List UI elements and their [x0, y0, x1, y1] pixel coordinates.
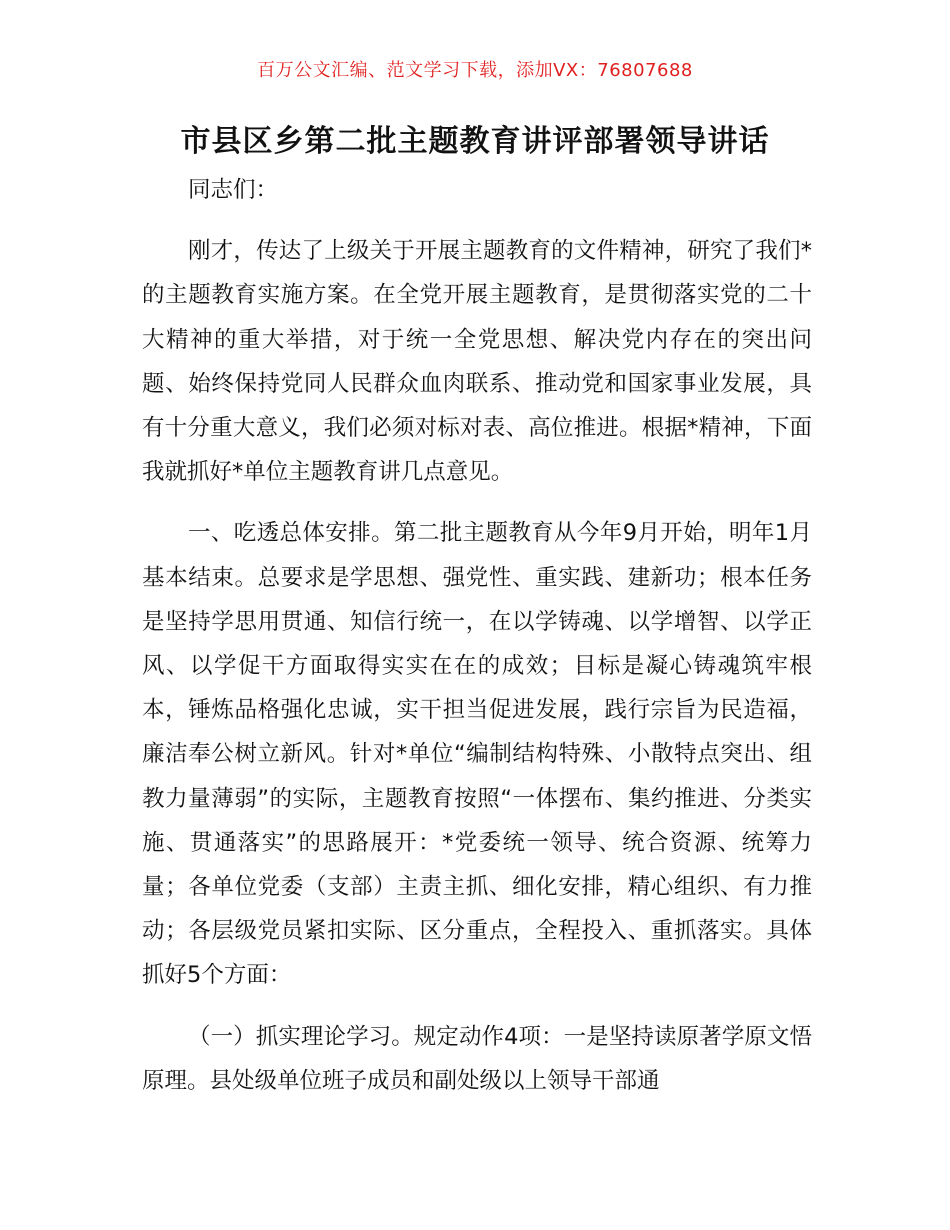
document-title: 市县区乡第二批主题教育讲评部署领导讲话	[180, 124, 770, 159]
promo-header-text: 百万公文汇编、范文学习下载，添加VX：76807688	[257, 60, 693, 81]
paragraph-intro: 刚才，传达了上级关于开展主题教育的文件精神，研究了我们*的主题教育实施方案。在全党开展主题教育，是贯彻落实党的二十大精神的重大举措，对于统一全党思想、解决党内存在的突出问题、始终保持党同人民群众血肉联系、推动党和国家事业发展，具有十分重大意义，我们必须对标对表、高位推进。根据*精神，下面我就抓好*单位主题教育讲几点意见。	[142, 238, 812, 486]
paragraph-section-one: 一、吃透总体安排。第二批主题教育从今年9月开始，明年1月基本结束。总要求是学思想、强党性、重实践、建新功；根本任务是坚持学思用贯通、知信行统一，在以学铸魂、以学增智、以学正风、以学促干方面取得实实在在的成效；目标是凝心铸魂筑牢根本，锤炼品格强化忠诚，实干担当促进发展，践行宗旨为民造福，廉洁奉公树立新风。针对*单位“编制结构特殊、小散特点突出、组教力量薄弱”的实际，主题教育按照“一体摆布、集约推进、分类实施、贯通落实”的思路展开：*党委统一领导、统合资源、统筹力量；各单位党委（支部）主责主抓、细化安排，精心组织、有力推动；各层级党员紧扣实际、区分重点，全程投入、重抓落实。具体抓好5个方面：	[142, 520, 812, 989]
document-body	[142, 168, 812, 1120]
promo-header	[0, 56, 950, 82]
paragraph-subsection-one: （一）抓实理论学习。规定动作4项：一是坚持读原著学原文悟原理。县处级单位班子成员和副处级以上领导干部通	[142, 1023, 812, 1094]
greeting: 同志们：	[188, 177, 279, 203]
